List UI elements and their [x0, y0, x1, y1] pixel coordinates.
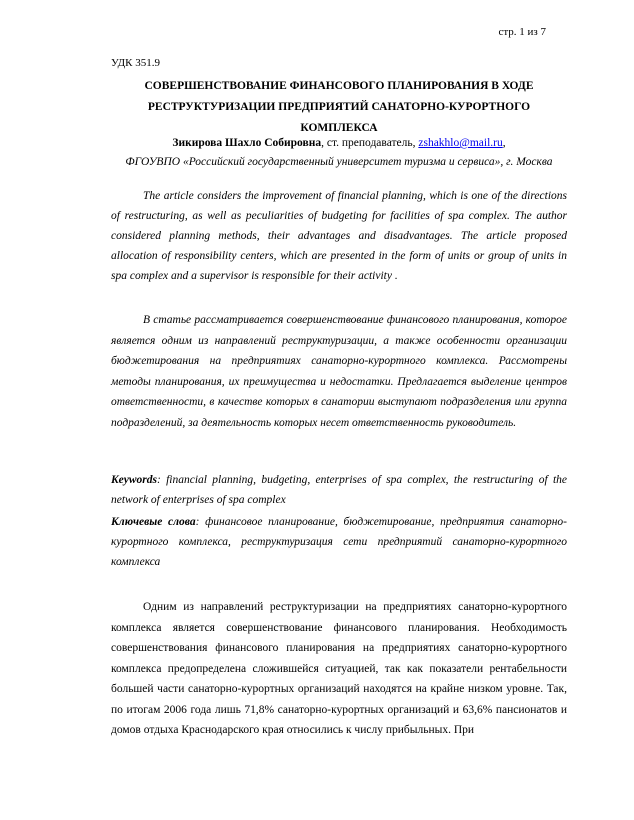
keywords-russian-label: Ключевые слова: [111, 516, 196, 528]
author-email-link[interactable]: zshakhlo@mail.ru: [418, 137, 503, 149]
affiliation: ФГОУВПО «Российский государственный университет туризма и сервиса», г. Москва: [125, 156, 553, 168]
author-name: Зикирова Шахло Собировна: [172, 137, 322, 149]
keywords-russian: [111, 512, 567, 572]
author-email-suffix: ,: [502, 137, 506, 149]
keywords-english-text: : financial planning, budgeting, enterprises of spa complex, the restructuring of the network of enterprises of spa complex: [111, 474, 567, 506]
keywords-english-label: Keywords: [111, 474, 157, 486]
keywords-russian-text: : финансовое планирование, бюджетирование, предприятия санаторно-курортного комплекса, реструктуризация сети предприятий санаторно-курортного комплекса: [111, 516, 568, 568]
keywords-english: [111, 470, 567, 510]
body-paragraph: Одним из направлений реструктуризации на предприятиях санаторно-курортного комплекса является совершенствование финансового планирования. Необходимость совершенствования финансового планирования на предприятиях санаторно-курортного комплекса предопределена сложившейся ситуацией, так как показатели рентабельности большей части санаторно-курортных организаций находятся на крайне низком уровне. Так, по итогам 2006 года лишь 71,8% санаторно-курортных организаций и 63,6% пансионатов и домов отдыха Краснодарского края относились к числу прибыльных. При: [111, 601, 567, 736]
author-position: , ст. преподаватель,: [321, 137, 419, 149]
article-title: [111, 76, 567, 139]
page-number: стр. 1 из 7: [498, 26, 546, 38]
author-line: [111, 137, 567, 149]
abstract-russian: В статье рассматривается совершенствование финансового планирования, которое является одним из направлений реструктуризации, а также особенности организации бюджетирования на предприятиях санаторно-курортного комплекса. Рассмотрены методы планирования, их преимущества и недостатки. Предлагается выделение центров ответственности, в качестве которых в санатории выступают подразделения или группа подразделений, за деятельность которых несет ответственность руководитель.: [111, 314, 567, 429]
title-line-3: КОМПЛЕКСА: [300, 122, 378, 134]
title-line-1: СОВЕРШЕНСТВОВАНИЕ ФИНАНСОВОГО ПЛАНИРОВАНИЯ В ХОДЕ: [144, 80, 534, 92]
abstract-english: The article considers the improvement of financial planning, which is one of the directions of restructuring, as well as peculiarities of budgeting for facilities of spa complex. The author considered planning methods, their advantages and disadvantages. The article proposed allocation of responsibility centers, which are presented in the form of units or group of units in spa complex and a supervisor is responsible for their activity .: [111, 190, 567, 282]
udk-code: УДК 351.9: [111, 57, 161, 69]
title-line-2: РЕСТРУКТУРИЗАЦИИ ПРЕДПРИЯТИЙ САНАТОРНО-КУРОРТНОГО: [147, 101, 531, 113]
